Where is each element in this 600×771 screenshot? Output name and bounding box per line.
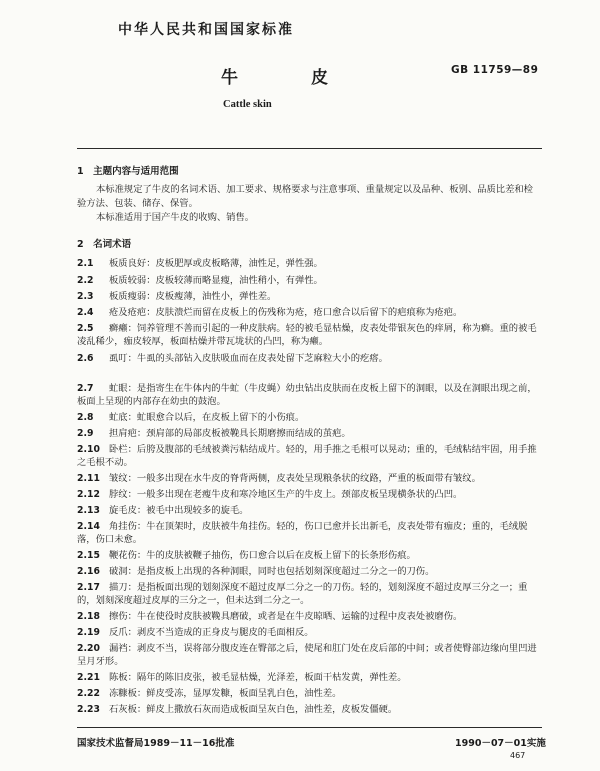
definition-text: 担肩疤：颈肩部的局部皮板被鞔具长期磨擦而结成的茧疤。 (109, 428, 351, 439)
definition-item (77, 411, 542, 424)
definition-number: 2.7 (77, 383, 94, 394)
definition-item (77, 290, 542, 303)
definition-text: 虻眼：是指寄生在牛体内的牛虻（牛皮蝇）幼虫钻出皮肤而在皮板上留下的洞眼，以及在洞眼出现之前，板面上呈现的内部存在幼虫的鼓泡。 (77, 383, 537, 408)
definition-item (77, 703, 542, 716)
definition-item (77, 610, 542, 623)
definition-text: 板质瘦弱：皮板瘦薄，油性小，弹性差。 (109, 291, 277, 302)
definition-text: 虱叮：牛虱的头部钻入皮肤吸血而在皮表处留下芝麻粒大小的疙瘩。 (109, 353, 388, 364)
definition-item (77, 274, 542, 287)
section-1-heading: 1 主题内容与适用范围 (77, 166, 179, 177)
definition-number: 2.2 (77, 275, 94, 286)
definition-text: 脖纹：一般多出现在老瘦牛皮和寒冷地区生产的牛皮上。颈部皮板呈现横条状的凸凹。 (109, 489, 463, 500)
section-1-paragraph: 本标准适用于国产牛皮的收购、销售。 (96, 212, 255, 223)
definition-item (77, 504, 542, 517)
definition-number: 2.8 (77, 412, 94, 423)
definition-item (77, 472, 542, 485)
standard-code: GB 11759—89 (451, 64, 539, 76)
definition-number: 2.11 (77, 473, 100, 484)
definition-number: 2.22 (77, 688, 100, 699)
definition-number: 2.6 (77, 353, 94, 364)
definition-item (77, 520, 542, 547)
section-2-heading: 2 名词术语 (77, 239, 132, 250)
definition-text: 皱纹：一般多出现在水牛皮的脊背两侧，皮表处呈现粮条状的纹路，严重的板面带有皱纹。 (109, 473, 481, 484)
approval-line: 国家技术监督局1989－11－16批准 (77, 738, 235, 749)
bottom-rule (77, 727, 542, 728)
definition-number: 2.5 (77, 323, 94, 334)
definition-item (77, 687, 542, 700)
definition-number: 2.9 (77, 428, 94, 439)
definition-item (77, 581, 542, 608)
standard-name: 中华人民共和国国家标准 (118, 22, 294, 38)
definition-text: 角挂伤：牛在顶架时，皮肤被牛角挂伤。轻的，伤口已愈并长出新毛，皮表处带有痂皮；重的，毛绒脱落，伤口未愈。 (77, 521, 528, 546)
page-number: 467 (510, 751, 526, 760)
definition-item (77, 427, 542, 440)
definition-item (77, 671, 542, 684)
section-1-paragraph: 本标准规定了牛皮的名词术语、加工要求、规格要求与注意事项、重量规定以及品种、板别、品质比差和检验方法、包装、储存、保管。 (77, 184, 533, 209)
top-rule (77, 148, 542, 149)
definition-number: 2.13 (77, 505, 100, 516)
definition-number: 2.1 (77, 258, 94, 269)
definition-number: 2.15 (77, 550, 100, 561)
definition-text: 陈板：隔年的陈旧皮张，被毛显枯燥，光泽差，板面干枯发黄，弹性差。 (109, 672, 407, 683)
definition-item (77, 488, 542, 501)
definition-item (77, 322, 542, 349)
definition-number: 2.19 (77, 627, 100, 638)
definition-item (77, 443, 542, 470)
english-title: Cattle skin (223, 99, 272, 110)
definition-number: 2.12 (77, 489, 100, 500)
definition-item (77, 626, 542, 639)
definition-number: 2.21 (77, 672, 100, 683)
definition-number: 2.17 (77, 582, 100, 593)
definition-number: 2.10 (77, 444, 100, 455)
definition-text: 旋毛皮：被毛中出现较多的旋毛。 (109, 505, 249, 516)
definition-item (77, 352, 542, 365)
definition-item (77, 565, 542, 578)
definition-number: 2.23 (77, 704, 100, 715)
definition-text: 鞭花伤：牛的皮肤被鞭子抽伤，伤口愈合以后在皮板上留下的长条形伤痕。 (109, 550, 416, 561)
definition-text: 板质较弱：皮板较薄而略显瘦，油性稍小，有弹性。 (109, 275, 323, 286)
definition-text: 卧栏：后胯及腹部的毛绒被粪污粘结成片。轻的，用手推之毛根可以晃动；重的，毛绒粘结牢固，用手推之毛根不动。 (77, 444, 537, 469)
definition-number: 2.16 (77, 566, 100, 577)
definition-item (77, 642, 542, 669)
definition-text: 反爪：剥皮不当造成的正身皮与腿皮的毛面相反。 (109, 627, 314, 638)
definition-text: 破洞：是指皮板上出现的各种洞眼，同时也包括划刻深度超过二分之一的刀伤。 (109, 566, 435, 577)
definition-number: 2.20 (77, 643, 100, 654)
definition-item (77, 306, 542, 319)
definition-text: 虻底：虻眼愈合以后，在皮板上留下的小伤痕。 (109, 412, 305, 423)
implementation-line: 1990－07－01实施 (455, 738, 546, 749)
definition-number: 2.4 (77, 307, 94, 318)
definition-text: 癣癞：饲养管理不善而引起的一种皮肤病。轻的被毛显枯燥，皮表处带银灰色的痒屑，称为癣。重的被毛凌乱稀少，痂皮较厚，板面枯燥并带瓦垅状的凸凹，称为癞。 (77, 323, 537, 348)
definition-text: 冻糠板：鲜皮受冻，显厚发糠，板面呈乳白色，油性差。 (109, 688, 342, 699)
definition-text: 漏裆：剥皮不当，误将部分腹皮连在臀部之后，使尾和肛门处在皮后部的中间；或者使臀部边缘向里凹进呈月牙形。 (77, 643, 537, 668)
definition-text: 疮及疮疤：皮肤溃烂而留在皮板上的伤残称为疮，疮口愈合以后留下的疤痕称为疮疤。 (109, 307, 463, 318)
definition-item (77, 549, 542, 562)
definition-text: 擦伤：牛在使役时皮肤被鞔具磨破，或者是在牛皮晾晒、运输的过程中皮表处被磨伤。 (109, 611, 463, 622)
definition-text: 板质良好：皮板肥厚或皮板略薄，油性足，弹性强。 (109, 258, 323, 269)
definition-text: 描刀：是指板面出现的划刻深度不超过皮厚二分之一的刀伤。轻的，划刻深度不超过皮厚三分之一；重的，划刻深度超过皮厚的三分之一，但未达到二分之一。 (77, 582, 528, 607)
definition-number: 2.18 (77, 611, 100, 622)
definition-text: 石灰板：鲜皮上撒放石灰而造成板面呈灰白色，油性差，皮板发僵硬。 (109, 704, 398, 715)
definition-item (77, 257, 542, 270)
definition-item (77, 382, 542, 409)
definition-number: 2.3 (77, 291, 94, 302)
document-title: 牛 皮 (221, 68, 356, 88)
definition-number: 2.14 (77, 521, 100, 532)
